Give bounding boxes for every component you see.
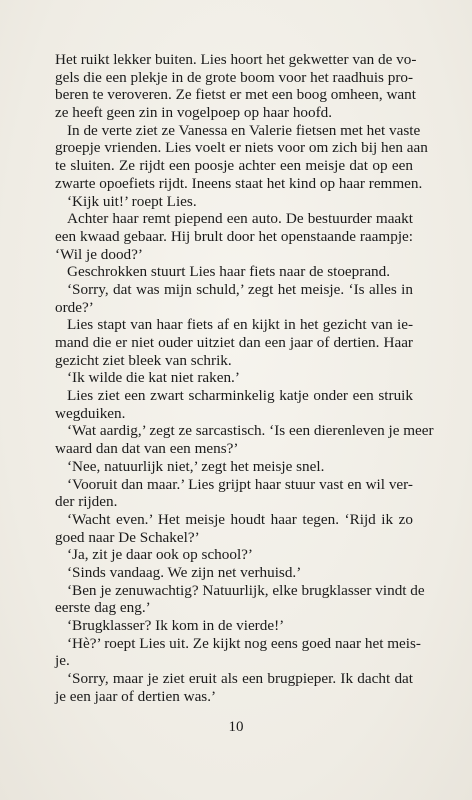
text-line: Lies ziet een zwart scharminkelig katje onder een struik xyxy=(67,387,413,405)
text-line: ‘Sorry, dat was mijn schuld,’ zegt het meisje. ‘Is alles in xyxy=(67,280,413,298)
text-line: ‘Sinds vandaag. We zijn net verhuisd.’ xyxy=(67,563,302,581)
text-line: ‘Ja, zit je daar ook op school?’ xyxy=(67,546,253,564)
text-line: eerste dag eng.’ xyxy=(55,599,151,617)
text-line: wegduiken. xyxy=(55,404,126,422)
text-line: ‘Nee, natuurlijk niet,’ zegt het meisje snel. xyxy=(67,457,325,475)
text-line: ‘Sorry, maar je ziet eruit als een brugpieper. Ik dacht dat xyxy=(67,670,413,688)
text-line: ‘Brugklasser? Ik kom in de vierde!’ xyxy=(67,617,285,634)
text-line: Lies stapt van haar fiets af en kijkt in het gezicht van ie- xyxy=(67,316,413,334)
text-line: In de verte ziet ze Vanessa en Valerie fietsen met het vaste xyxy=(67,121,421,139)
text-line: gels die een plekje in de grote boom voor het raadhuis pro- xyxy=(55,68,414,86)
body-text xyxy=(55,51,434,705)
text-line: beren te veroveren. Ze fietst er met een boog omheen, want xyxy=(55,86,416,104)
text-line: te sluiten. Ze rijdt een poosje achter een meisje dat op een xyxy=(55,157,413,175)
text-line: ‘Wat aardig,’ zegt ze sarcastisch. ‘Is een dierenleven je meer xyxy=(67,422,434,440)
text-line: Achter haar remt piepend een auto. De bestuurder maakt xyxy=(67,210,413,228)
text-line: mand die er niet ouder uitziet dan een jaar of dertien. Haar xyxy=(55,334,413,351)
text-line: Het ruikt lekker buiten. Lies hoort het gekwetter van de vo- xyxy=(55,51,417,68)
text-line: je. xyxy=(55,652,70,670)
text-line: ‘Ik wilde die kat niet raken.’ xyxy=(67,369,240,387)
text-line: ‘Kijk uit!’ roept Lies. xyxy=(67,192,197,210)
text-line: een kwaad gebaar. Hij brult door het openstaande raampje: xyxy=(55,227,413,245)
text-line: groepje vrienden. Lies voelt er niets voor om zich bij hen aan xyxy=(55,139,428,157)
text-line: der rijden. xyxy=(55,493,118,511)
text-line: ‘Ben je zenuwachtig? Natuurlijk, elke brugklasser vindt de xyxy=(67,581,425,599)
text-line: ‘Wil je dood?’ xyxy=(55,245,143,263)
text-line: ‘Wacht even.’ Het meisje houdt haar tegen. ‘Rijd ik zo xyxy=(67,510,413,528)
page-number: 10 xyxy=(228,719,244,735)
text-line: gezicht ziet bleek van schrik. xyxy=(55,351,232,369)
text-line: ze heeft geen zin in vogelpoep op haar hoofd. xyxy=(55,104,333,122)
text-line: ‘Hè?’ roept Lies uit. Ze kijkt nog eens goed naar het meis- xyxy=(67,634,421,652)
text-line: goed naar De Schakel?’ xyxy=(55,528,200,546)
text-line: Geschrokken stuurt Lies haar fiets naar de stoeprand. xyxy=(67,263,391,281)
text-line: zwarte opoefiets rijdt. Ineens staat het kind op haar remmen. xyxy=(55,174,423,192)
text-line: je een jaar of dertien was.’ xyxy=(55,687,217,705)
text-line: orde?’ xyxy=(55,298,94,316)
text-line: ‘Vooruit dan maar.’ Lies grijpt haar stuur vast en wil ver- xyxy=(67,475,413,493)
text-line: waard dan dat van een mens?’ xyxy=(55,440,239,458)
